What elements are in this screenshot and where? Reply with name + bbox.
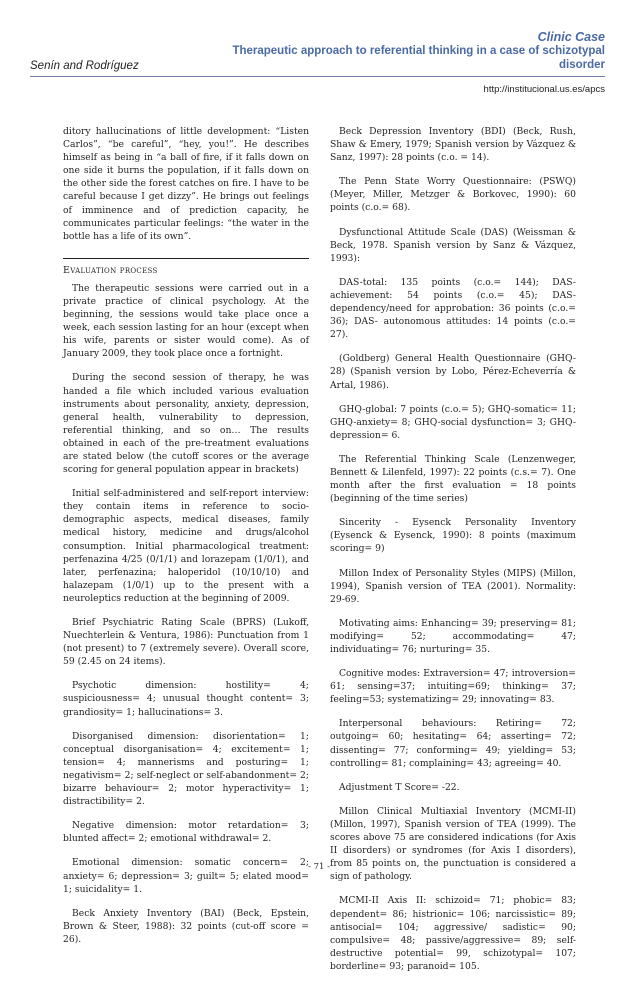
- journal-url[interactable]: http://institucional.us.es/apcs: [483, 84, 605, 95]
- running-head: [232, 30, 605, 72]
- running-head-authors: Senín and Rodríguez: [30, 60, 139, 72]
- paragraph: Dysfunctional Attitude Scale (DAS) (Weissman & Beck, 1978. Spanish version by Sanz & Vázquez, 1993):: [330, 226, 576, 264]
- paragraph: Psychotic dimension: hostility= 4; suspiciousness= 4; unusual thought content= 3; grandiosity= 1; hallucinations= 3.: [63, 680, 309, 718]
- paragraph: Beck Depression Inventory (BDI) (Beck, Rush, Shaw & Emery, 1979; Spanish version by Vázquez & Sanz, 1997): 28 points (c.o. = 14).: [330, 126, 576, 164]
- page-number: - 71 -: [308, 862, 330, 872]
- paragraph: Emotional dimension: somatic concern= 2; anxiety= 6; depression= 3; guilt= 5; elated mood= 1; suicidality= 1.: [63, 857, 309, 895]
- section-heading: Evaluation process: [63, 264, 158, 276]
- paragraph: The therapeutic sessions were carried out in a private practice of clinical psychology. At the beginning, the sessions would take place once a week, each session lasting for an hour (except when his wife, parents or sister would come). As of January 2009, they took place once a fortnight.: [63, 282, 309, 360]
- paragraph: The Penn State Worry Questionnaire: (PSWQ) (Meyer, Miller, Metzger & Borkovec, 1990): 60 points (c.o.= 68).: [330, 176, 576, 214]
- paragraph: ditory hallucinations of little development: “Listen Carlos”, “be careful”, “hey, you!”. He describes himself as being in “a ball of fire, if it falls down on one side it burns the population, if it falls down on the other side the forest catches on fire. I have to be careful because I get dizzy”. He brings out feelings of imminence and of prediction capacity, he communicates particular feelings: “the water in the bottle has a life of its own”.: [63, 126, 309, 242]
- paragraph: Cognitive modes: Extraversion= 47; introversion= 61; sensing=37; intuiting=69; thinking= 37; feeling=53; systematizing= 29; innovating= 83.: [330, 668, 576, 706]
- paragraph: Beck Anxiety Inventory (BAI) (Beck, Epstein, Brown & Steer, 1988): 32 points (cut-off score = 26).: [63, 907, 309, 945]
- paragraph: Sincerity - Eysenck Personality Inventory (Eysenck & Eysenck, 1990): 8 points (maximum scoring= 9): [330, 517, 576, 555]
- paragraph: Millon Clinical Multiaxial Inventory (MCMI-II) (Millon, 1997), Spanish version of TEA (1999). The scores above 75 are considered indications (for Axis II disorders) or syndromes (for Axis I disorders), from 85 points on, the punctuation is considered a sign of pathology.: [330, 805, 576, 883]
- paragraph: Negative dimension: motor retardation= 3; blunted affect= 2; emotional withdrawal= 2.: [63, 820, 309, 845]
- paragraph: Brief Psychiatric Rating Scale (BPRS) (Lukoff, Nuechterlein & Ventura, 1986): Punctuation from 1 (not present) to 7 (extremely severe). Overall score, 59 (2.45 on 24 items).: [63, 617, 309, 668]
- header-rule: [30, 76, 605, 77]
- section-rule: [63, 258, 309, 259]
- paragraph: Motivating aims: Enhancing= 39; preserving= 81; modifying= 52; accommodating= 47; individuating= 76; nurturing= 35.: [330, 617, 576, 655]
- article-title-line-1: Therapeutic approach to referential thinking in a case of schizotypal: [232, 45, 605, 57]
- section-label: Clinic Case: [537, 30, 605, 44]
- right-column: [330, 125, 576, 984]
- left-column: [63, 125, 309, 957]
- paragraph: Millon Index of Personality Styles (MIPS) (Millon, 1994), Spanish version of TEA (2001). Normality: 29-69.: [330, 567, 576, 605]
- paragraph: MCMI-II Axis II: schizoid= 71; phobic= 83; dependent= 86; histrionic= 106; narcissistic= 89; antisocial= 104; aggressive/ sadistic= 90; compulsive= 48; passive/aggressive= 89; self-destructive potential= 99, schizotypal= 107; borderline= 93; paranoid= 105.: [330, 895, 576, 972]
- paragraph: Initial self-administered and self-report interview: they contain items in reference to socio-demographic aspects, medical diseases, family medical history, medicine and drugs/alcohol consumption. Initial pharmacological treatment: perfenazina 4/25 (0/1/1) and lorazepam (1/0/1), and later, perfenazina; haloperidol (10/10/10) and halazepam (1/0/1) up to the present with a neuroleptics reduction at the beginning of 2009.: [63, 488, 309, 604]
- paragraph: GHQ-global: 7 points (c.o.= 5); GHQ-somatic= 11; GHQ-anxiety= 8; GHQ-social dysfunction= 3; GHQ-depression= 6.: [330, 403, 576, 441]
- article-title-line-2: disorder: [558, 59, 605, 71]
- paragraph: (Goldberg) General Health Questionnaire (GHQ-28) (Spanish version by Lobo, Pérez-Echeverría & Artal, 1986).: [330, 353, 576, 391]
- paragraph: Disorganised dimension: disorientation= 1; conceptual disorganisation= 4; excitement= 1; tension= 4; mannerisms and posturing= 1; negativism= 2; self-neglect or self-abandonment= 2; bizarre behaviour= 2; motor hyperactivity= 1; distractibility= 2.: [63, 730, 309, 808]
- paragraph: Adjustment T Score= -22.: [339, 781, 460, 793]
- paragraph: Interpersonal behaviours: Retiring= 72; outgoing= 60; hesitating= 64; asserting= 72; dissenting= 77; conforming= 49; yielding= 53; controlling= 81; complaining= 43; agreeing= 40.: [330, 718, 576, 769]
- paragraph: During the second session of therapy, he was handed a file which included various evaluation instruments about personality, anxiety, depression, general health, vulnerability to depression, referential thinking, and so on… The results obtained in each of the pre-treatment evaluations are stated below (the cutoff scores or the average scoring for general population appear in brackets): [63, 372, 309, 476]
- paragraph: DAS-total: 135 points (c.o.= 144); DAS-achievement: 54 points (c.o.= 45); DAS-dependency/need for approbation: 36 points (c.o.= 36); DAS- autonomous attitudes: 14 points (c.o.= 27).: [330, 276, 576, 341]
- paragraph: The Referential Thinking Scale (Lenzenweger, Bennett & Lilenfeld, 1997): 22 points (c.s.= 7). One month after the first evaluation = 18 points (beginning of the time series): [330, 453, 576, 505]
